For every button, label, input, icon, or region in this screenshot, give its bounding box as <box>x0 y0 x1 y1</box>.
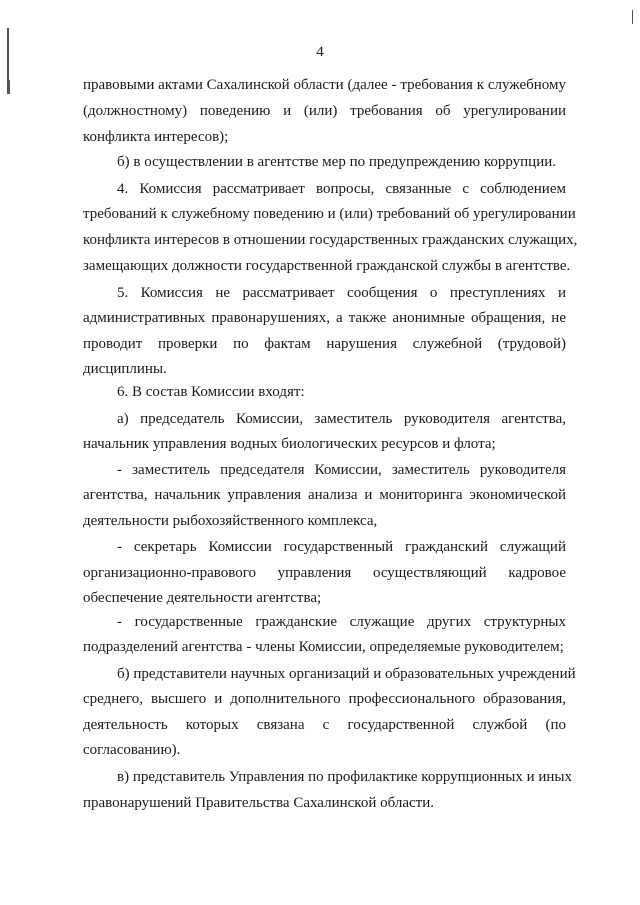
text-line: подразделений агентства - члены Комиссии, определяемые руководителем; <box>83 639 564 655</box>
text-line: правонарушений Правительства Сахалинской области. <box>83 795 434 811</box>
text-line: 4. Комиссия рассматривает вопросы, связанные с соблюдением <box>117 181 566 197</box>
scan-edge-mark <box>632 10 633 24</box>
text-line: среднего, высшего и дополнительного профессионального образования, <box>83 691 566 707</box>
text-line: - секретарь Комиссии государственный гражданский служащий <box>117 539 566 555</box>
text-line: требований к служебному поведению и (или) требований об урегулировании <box>83 206 576 222</box>
text-line: согласованию). <box>83 742 181 758</box>
text-line: 6. В состав Комиссии входят: <box>117 384 305 400</box>
text-line: б) в осуществлении в агентстве мер по предупреждению коррупции. <box>117 154 557 170</box>
text-line: замещающих должности государственной гражданской службы в агентстве. <box>83 258 571 274</box>
scan-edge-mark <box>9 80 10 94</box>
text-line: конфликта интересов в отношении государственных гражданских служащих, <box>83 232 578 248</box>
text-line: - государственные гражданские служащие других структурных <box>117 614 566 630</box>
text-line: обеспечение деятельности агентства; <box>83 590 322 606</box>
text-line: деятельность которых связана с государственной службой (по <box>83 717 566 733</box>
text-line: административных правонарушениях, а также анонимные обращения, не <box>83 310 566 326</box>
text-line: проводит проверки по фактам нарушения служебной (трудовой) <box>83 336 566 352</box>
text-line: а) председатель Комиссии, заместитель руководителя агентства, <box>117 411 566 427</box>
text-line: конфликта интересов); <box>83 129 229 145</box>
text-line: правовыми актами Сахалинской области (далее - требования к служебному <box>83 77 566 93</box>
text-line: 5. Комиссия не рассматривает сообщения о преступлениях и <box>117 285 566 301</box>
page-number: 4 <box>316 44 324 60</box>
text-line: начальник управления водных биологических ресурсов и флота; <box>83 436 496 452</box>
text-line: организационно-правового управления осуществляющий кадровое <box>83 565 566 581</box>
text-line: агентства, начальник управления анализа и мониторинга экономической <box>83 487 566 503</box>
text-line: б) представители научных организаций и образовательных учреждений <box>117 666 576 682</box>
text-line: - заместитель председателя Комиссии, заместитель руководителя <box>117 462 566 478</box>
text-line: деятельности рыбохозяйственного комплекса, <box>83 513 378 529</box>
text-line: (должностному) поведению и (или) требования об урегулировании <box>83 103 566 119</box>
text-line: в) представитель Управления по профилактике коррупционных и иных <box>117 769 573 785</box>
text-line: дисциплины. <box>83 361 167 377</box>
